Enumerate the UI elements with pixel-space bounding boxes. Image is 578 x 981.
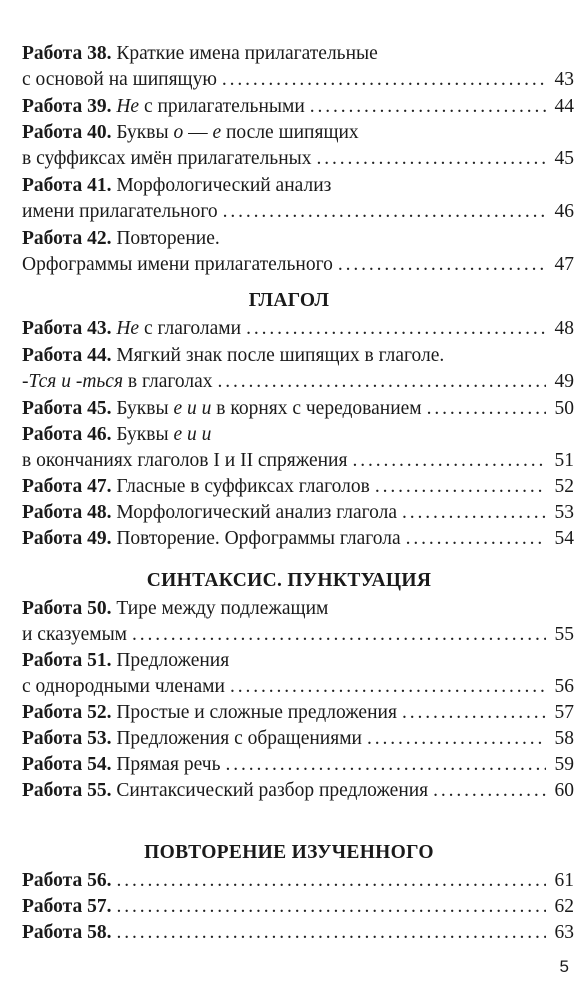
toc-entry[interactable] — [22, 422, 574, 474]
toc-page-number: 46 — [554, 201, 574, 222]
toc-entry[interactable] — [22, 868, 574, 894]
toc-entry-line — [22, 474, 574, 500]
work-number: Работа 52. — [22, 702, 112, 723]
toc-entry[interactable] — [22, 41, 574, 93]
toc-entry-line — [22, 343, 574, 369]
toc-entry-title: Морфологический анализ — [116, 175, 332, 196]
toc-entry-line — [22, 396, 574, 422]
toc-entry-title: в суффиксах имён прилагательных — [22, 148, 312, 169]
toc-page-number: 51 — [554, 450, 574, 471]
toc-entry[interactable] — [22, 778, 574, 804]
work-number: Работа 55. — [22, 780, 112, 801]
toc-entry-title: Буквы е и и в корнях с чередованием — [116, 398, 422, 419]
toc-entry-title: Предложения — [116, 650, 230, 671]
dot-leader — [116, 868, 546, 894]
toc-page-number: 62 — [554, 896, 574, 917]
toc-page-number: 59 — [554, 754, 574, 775]
dot-leader — [367, 726, 546, 752]
work-number: Работа 48. — [22, 502, 112, 523]
toc-entry[interactable] — [22, 752, 574, 778]
toc-entry-line — [22, 920, 574, 946]
dot-leader — [433, 778, 546, 804]
work-number: Работа 47. — [22, 476, 112, 497]
toc-entry-line — [22, 94, 574, 120]
toc-page-number: 45 — [554, 148, 574, 169]
toc-page-number: 50 — [554, 398, 574, 419]
toc-entry-line — [22, 173, 574, 199]
toc-entry-title: с основой на шипящую — [22, 69, 217, 90]
toc-entry-line — [22, 700, 574, 726]
page-number: 5 — [559, 957, 569, 976]
dot-leader — [230, 674, 546, 700]
toc-entry-title: Синтаксический разбор предложения — [116, 780, 429, 801]
toc-entry-line — [22, 894, 574, 920]
toc-entry-line — [22, 526, 574, 552]
toc-entry-line — [22, 226, 574, 252]
toc-entry-title: Не с глаголами — [116, 318, 242, 339]
toc-entry[interactable] — [22, 226, 574, 278]
dot-leader — [225, 752, 546, 778]
toc-entry[interactable] — [22, 726, 574, 752]
dot-leader — [132, 622, 546, 648]
toc-page-number: 61 — [554, 870, 574, 891]
toc-entry-title: Буквы о — е после шипящих — [116, 122, 359, 143]
toc-page-number: 60 — [554, 780, 574, 801]
toc-entry-line — [22, 120, 574, 146]
toc-entry-title: Буквы е и и — [116, 424, 212, 445]
work-number: Работа 51. — [22, 650, 112, 671]
toc-entry-title: Повторение. Орфограммы глагола — [116, 528, 401, 549]
dot-leader — [352, 448, 546, 474]
dot-leader — [375, 474, 546, 500]
dot-leader — [406, 526, 546, 552]
toc-page-number: 55 — [554, 624, 574, 645]
toc-entry-title: Морфологический анализ глагола — [116, 502, 398, 523]
toc-entry-title: Гласные в суффиксах глаголов — [116, 476, 370, 497]
work-number: Работа 49. — [22, 528, 112, 549]
toc-entry-title: Тире между подлежащим — [116, 598, 329, 619]
toc-page-number: 48 — [554, 318, 574, 339]
toc-entry-line — [22, 252, 574, 278]
toc-page-number: 53 — [554, 502, 574, 523]
work-number: Работа 43. — [22, 318, 112, 339]
dot-leader — [116, 920, 546, 946]
toc-entry[interactable] — [22, 316, 574, 342]
toc-entry-title: в окончаниях глаголов I и II спряжения — [22, 450, 348, 471]
work-number: Работа 54. — [22, 754, 112, 775]
dot-leader — [223, 199, 546, 225]
toc-page-number: 63 — [554, 922, 574, 943]
toc-entry[interactable] — [22, 474, 574, 500]
toc-entry-line — [22, 500, 574, 526]
dot-leader — [316, 146, 546, 172]
toc-page-number: 54 — [554, 528, 574, 549]
toc-entry-title: Мягкий знак после шипящих в глаголе. — [116, 345, 445, 366]
section-heading-verb: ГЛАГОЛ — [248, 290, 330, 311]
work-number: Работа 42. — [22, 228, 112, 249]
toc-page-number: 49 — [554, 371, 574, 392]
dot-leader — [218, 369, 546, 395]
toc-entry-title: Простые и сложные предложения — [116, 702, 397, 723]
toc-entry-title: Орфограммы имени прилагательного — [22, 254, 333, 275]
toc-entry-line — [22, 622, 574, 648]
toc-entry-title: имени прилагательного — [22, 201, 218, 222]
work-number: Работа 39. — [22, 96, 112, 117]
dot-leader — [246, 316, 546, 342]
dot-leader — [116, 894, 546, 920]
toc-entry-line — [22, 648, 574, 674]
dot-leader — [310, 94, 546, 120]
toc-entry-title: Повторение. — [116, 228, 220, 249]
toc-page-number: 57 — [554, 702, 574, 723]
work-number: Работа 44. — [22, 345, 112, 366]
toc-entry[interactable] — [22, 700, 574, 726]
toc-entry-line — [22, 674, 574, 700]
toc-entry[interactable] — [22, 120, 574, 172]
work-number: Работа 53. — [22, 728, 112, 749]
section-heading-syntax: СИНТАКСИС. ПУНКТУАЦИЯ — [146, 570, 432, 591]
toc-entry-line — [22, 41, 574, 67]
work-number: Работа 40. — [22, 122, 112, 143]
section-heading-review: ПОВТОРЕНИЕ ИЗУЧЕННОГО — [144, 842, 434, 863]
toc-page-number: 56 — [554, 676, 574, 697]
work-number: Работа 38. — [22, 43, 112, 64]
dot-leader — [427, 396, 546, 422]
toc-entry[interactable] — [22, 894, 574, 920]
toc-page-number: 44 — [554, 96, 574, 117]
toc-entry[interactable] — [22, 920, 574, 946]
work-number: Работа 58. — [22, 922, 112, 943]
toc-entry-title: Не с прилагательными — [116, 96, 305, 117]
toc-entry[interactable] — [22, 173, 574, 225]
dot-leader — [402, 500, 546, 526]
toc-entry[interactable] — [22, 596, 574, 648]
toc-entry-line — [22, 726, 574, 752]
toc-entry-title: Предложения с обращениями — [116, 728, 362, 749]
toc-entry-title: Прямая речь — [116, 754, 221, 775]
toc-page-number: 58 — [554, 728, 574, 749]
toc-entry-line — [22, 369, 574, 395]
toc-entry[interactable] — [22, 343, 574, 395]
toc-entry[interactable] — [22, 526, 574, 552]
work-number: Работа 50. — [22, 598, 112, 619]
toc-entry[interactable] — [22, 94, 574, 120]
toc-entry-line — [22, 146, 574, 172]
dot-leader — [402, 700, 546, 726]
work-number: Работа 45. — [22, 398, 112, 419]
toc-entry-line — [22, 448, 574, 474]
toc-entry-line — [22, 868, 574, 894]
toc-entry-line — [22, 596, 574, 622]
toc-entry[interactable] — [22, 396, 574, 422]
toc-entry-line — [22, 199, 574, 225]
toc-page-number: 47 — [554, 254, 574, 275]
toc-entry-line — [22, 316, 574, 342]
toc-entry-line — [22, 67, 574, 93]
toc-entry-title: Краткие имена прилагательные — [116, 43, 378, 64]
dot-leader — [338, 252, 546, 278]
toc-entry-title: с однородными членами — [22, 676, 225, 697]
work-number: Работа 46. — [22, 424, 112, 445]
work-number: Работа 41. — [22, 175, 112, 196]
toc-entry[interactable] — [22, 500, 574, 526]
toc-page-number: 52 — [554, 476, 574, 497]
work-number: Работа 57. — [22, 896, 112, 917]
toc-entry[interactable] — [22, 648, 574, 700]
toc-entry-line — [22, 778, 574, 804]
toc-page-number: 43 — [554, 69, 574, 90]
toc-entry-line — [22, 752, 574, 778]
work-number: Работа 56. — [22, 870, 112, 891]
toc-entry-title: -Тся и -ться в глаголах — [22, 371, 213, 392]
toc-entry-title: и сказуемым — [22, 624, 128, 645]
dot-leader — [222, 67, 546, 93]
toc-entry-line — [22, 422, 574, 448]
